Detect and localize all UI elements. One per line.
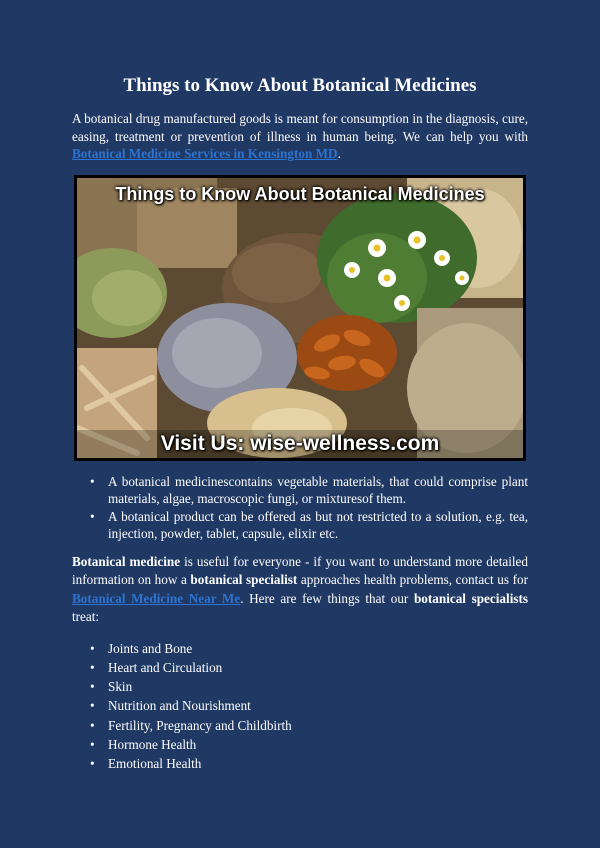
herbs-illustration: [77, 178, 523, 458]
hero-footer: Visit Us: wise-wellness.com: [160, 431, 440, 455]
list-item: • Emotional Health: [108, 754, 528, 773]
bold-botanical-specialists: botanical specialists: [413, 590, 529, 606]
hero-image: [74, 175, 526, 461]
points-list: [72, 473, 528, 543]
intro-text: A botanical drug manufactured goods is meant for consumption in the diagnosis, cure, easing, treatment or prevention of illness in human being. We can help you with: [72, 111, 528, 144]
list-item: • Hormone Health: [108, 735, 528, 754]
bold-botanical-specialist: botanical specialist: [190, 572, 298, 587]
list-item: • Joints and Bone: [108, 639, 528, 658]
treatments-list: [72, 639, 528, 774]
botanical-services-link[interactable]: Botanical Medicine Services in Kensington MD: [72, 146, 338, 161]
list-item: • A botanical product can be offered as but not restricted to a solution, e.g. tea, injection, powder, tablet, capsule, elixir etc.: [108, 508, 528, 543]
list-item: • Heart and Circulation: [108, 658, 528, 677]
body-text: approaches health problems, contact us for: [297, 572, 528, 587]
intro-paragraph: [72, 110, 528, 163]
botanical-near-me-link[interactable]: Botanical Medicine Near Me: [72, 590, 241, 606]
hero-title: Things to Know About Botanical Medicines: [115, 183, 485, 204]
body-text: treat:: [72, 609, 100, 624]
list-item: • Fertility, Pregnancy and Childbirth: [108, 716, 528, 735]
intro-end: .: [337, 146, 341, 161]
bold-botanical-medicine: Botanical medicine: [72, 553, 181, 569]
body-text: is useful for everyone - if you want to understand more detailed information on how a: [72, 553, 528, 587]
list-item: • Nutrition and Nourishment: [108, 696, 528, 715]
list-item: • A botanical medicinescontains vegetable materials, that could comprise plant materials, algae, macroscopic fungi, or mixturesof them.: [108, 473, 528, 508]
body-paragraph: [72, 553, 528, 627]
list-item: • Skin: [108, 677, 528, 696]
body-text: . Here are few things that our: [240, 590, 414, 606]
page-title: Things to Know About Botanical Medicines: [123, 75, 477, 96]
